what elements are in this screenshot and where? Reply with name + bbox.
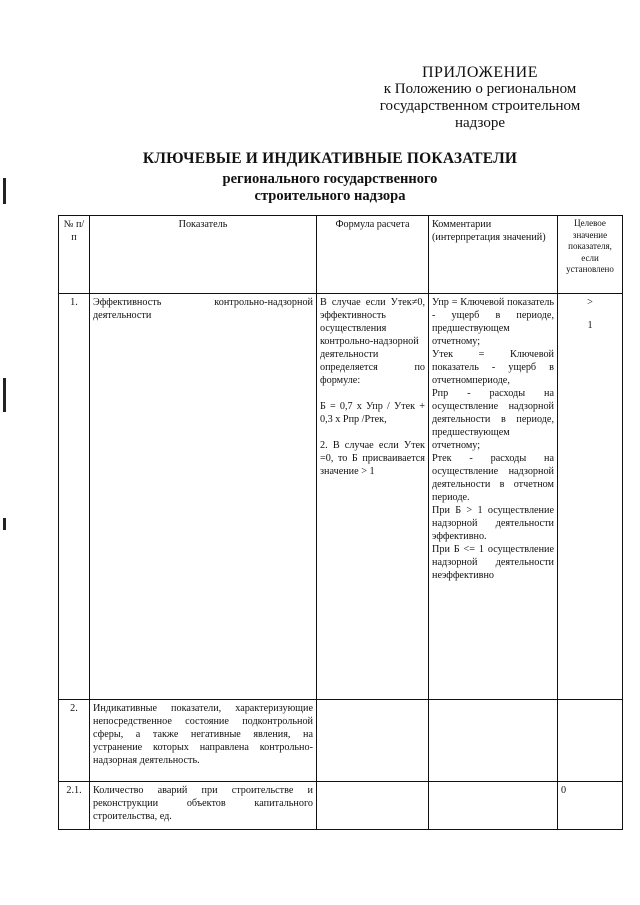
- formula-paragraph: 2. В случае если Утек =0, то Б присваивается значение > 1: [320, 440, 425, 477]
- appendix-line: надзоре: [455, 115, 505, 131]
- table-row: [59, 294, 623, 700]
- document-subtitle-line: регионального государственного: [222, 171, 438, 187]
- comment-paragraph: При Б > 1 осуществление надзорной деятельности эффективно.: [432, 505, 554, 542]
- header-formula: Формула расчета: [317, 216, 429, 294]
- comment-paragraph: Утек = Ключевой показатель - ущерб в отчетномпериоде,: [432, 349, 554, 386]
- appendix-line: к Положению о региональном: [383, 81, 577, 97]
- table-header-row: [59, 216, 623, 294]
- row-formula: [317, 782, 429, 830]
- appendix-heading: ПРИЛОЖЕНИЕ: [421, 64, 538, 81]
- table-row: [59, 700, 623, 782]
- row-target: [558, 700, 623, 782]
- row-num: 1.: [59, 294, 90, 700]
- scan-mark-top: [3, 178, 6, 204]
- scan-mark-bottom: [3, 518, 6, 530]
- row-comments: [429, 294, 558, 700]
- row-num: 2.1.: [59, 782, 90, 830]
- row-formula: [317, 294, 429, 700]
- comment-paragraph: Упр = Ключевой показатель - ущерб в периоде, предшествующем отчетному;: [432, 297, 554, 347]
- comment-paragraph: При Б <= 1 осуществление надзорной деятельности неэффективно: [432, 544, 554, 581]
- target-symbol: >: [587, 297, 593, 308]
- appendix-line: государственном строительном: [379, 98, 581, 114]
- header-target: Целевое значение показателя, если установлено: [558, 216, 623, 294]
- row-comments: [429, 782, 558, 830]
- document-title: КЛЮЧЕВЫЕ И ИНДИКАТИВНЫЕ ПОКАЗАТЕЛИ: [142, 150, 518, 167]
- document-subtitle-line: строительного надзора: [254, 188, 406, 204]
- row-num: 2.: [59, 700, 90, 782]
- scan-mark-middle: [3, 378, 6, 412]
- row-target: [558, 294, 623, 700]
- row-target: 0: [558, 782, 623, 830]
- appendix-block: [360, 64, 600, 132]
- header-comments: Комментарии (интерпретация значений): [429, 216, 558, 294]
- row-formula: [317, 700, 429, 782]
- row-comments: [429, 700, 558, 782]
- header-indicator: Показатель: [90, 216, 317, 294]
- comment-paragraph: Ртек - расходы на осуществление надзорной деятельности в отчетном периоде.: [432, 453, 554, 503]
- row-indicator: Количество аварий при строительстве и реконструкции объектов капитального строительства, ед.: [90, 782, 317, 830]
- header-num: № п/п: [59, 216, 90, 294]
- table-row: [59, 782, 623, 830]
- comment-paragraph: Рпр - расходы на осуществление надзорной деятельности в периоде, предшествующем отчетному;: [432, 388, 554, 451]
- indicators-table: [58, 215, 623, 830]
- formula-paragraph: В случае если Утек≠0, эффективность осуществления контрольно-надзорной деятельности определяется по формуле:: [320, 297, 425, 386]
- row-indicator: Эффективность контрольно-надзорной деятельности: [90, 294, 317, 700]
- row-indicator: Индикативные показатели, характеризующие непосредственное состояние подконтрольной сферы, а также негативные явления, на устранение которых направлена контрольно-надзорная деятельность.: [90, 700, 317, 782]
- target-value: 1: [587, 320, 593, 331]
- formula-expression: Б = 0,7 х Упр / Утек + 0,3 х Рпр /Ртек,: [320, 401, 425, 425]
